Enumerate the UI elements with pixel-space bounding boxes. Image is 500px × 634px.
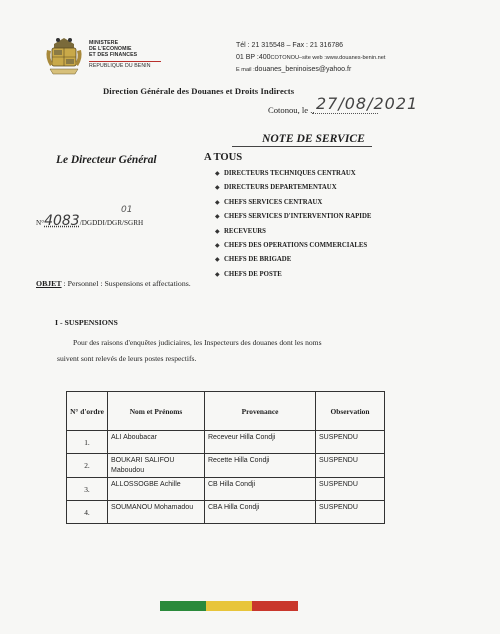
flag-stripe-red: [252, 601, 298, 611]
handwritten-date: 27/08/2021: [316, 94, 419, 113]
column-header: Provenance: [205, 392, 316, 431]
recipient-item: [215, 181, 371, 195]
date-dotted-line: [312, 113, 378, 114]
contact-bp: [236, 52, 385, 64]
body-paragraph: [57, 335, 453, 367]
table-row: [67, 454, 385, 478]
cell-text: CBA Hilla Condji: [208, 504, 260, 512]
diamond-bullet-icon: ◆: [215, 185, 220, 192]
recipient-label: CHEFS DES OPERATIONS COMMERCIALES: [224, 242, 368, 250]
table-cell-observation: [316, 478, 385, 501]
recipient-label: CHEFS DE BRIGADE: [224, 256, 292, 264]
ministry-divider: [89, 61, 161, 62]
cell-text: SUSPENDU: [319, 504, 358, 512]
flag-stripe-yellow: [206, 601, 252, 611]
diamond-bullet-icon: ◆: [215, 243, 220, 250]
contact-phone: Tél : 21 315548 – Fax : 21 316786: [236, 42, 344, 49]
cell-text: ALI Aboubacar: [111, 434, 157, 441]
recipient-label: CHEFS SERVICES CENTRAUX: [224, 198, 323, 206]
recipient-list: [215, 167, 371, 282]
republic-label: REPUBLIQUE DU BENIN: [89, 62, 151, 69]
table-cell-order: 3.: [67, 478, 108, 501]
recipient-item: [215, 239, 371, 253]
cell-text: CB Hilla Condji: [208, 481, 256, 489]
cell-text: SUSPENDU: [319, 457, 358, 464]
table-cell-name: [108, 454, 205, 478]
table-cell-origin: [205, 454, 316, 478]
recipient-item: [215, 196, 371, 210]
table-cell-order: 2.: [67, 454, 108, 478]
section-heading: I - SUSPENSIONS: [55, 318, 118, 327]
diamond-bullet-icon: ◆: [215, 214, 220, 221]
place-date-line: Cotonou, le ..: [268, 105, 315, 115]
table-cell-order: 4.: [67, 501, 108, 524]
table-cell-name: [108, 431, 205, 454]
column-header: Observation: [316, 392, 385, 431]
note-title: NOTE DE SERVICE: [262, 132, 365, 145]
recipient-item: [215, 253, 371, 267]
table-cell-order: 1.: [67, 431, 108, 454]
table-row: [67, 478, 385, 501]
recipient-label: DIRECTEURS DEPARTEMENTAUX: [224, 184, 337, 192]
table-cell-origin: [205, 478, 316, 501]
contact-website: –site web :www.douanes-benin.net: [299, 55, 386, 61]
recipient-item: [215, 210, 371, 224]
recipient-item: [215, 167, 371, 181]
ministry-line: MINISTERE: [89, 40, 119, 46]
paragraph-line: suivent sont relevés de leurs postes respectifs.: [57, 354, 197, 363]
diamond-bullet-icon: ◆: [215, 199, 220, 206]
table-cell-origin: [205, 501, 316, 524]
diamond-bullet-icon: ◆: [215, 271, 220, 278]
recipient-label: CHEFS DE POSTE: [224, 270, 282, 278]
table-row: [67, 501, 385, 524]
contact-bp-city: COTONOU: [270, 55, 300, 61]
recipient-label: RECEVEURS: [224, 227, 266, 235]
diamond-bullet-icon: ◆: [215, 228, 220, 235]
ministry-block: [89, 40, 161, 69]
table-header-row: [67, 392, 385, 431]
recipient-item: [215, 268, 371, 282]
table-row: [67, 431, 385, 454]
suspensions-table: [66, 391, 385, 524]
cell-text: BOUKARI SALIFOU Maboudou: [111, 457, 175, 474]
table-cell-name: [108, 501, 205, 524]
recipient-label: CHEFS SERVICES D'INTERVENTION RAPIDE: [224, 213, 372, 221]
paragraph-line: Pour des raisons d'enquêtes judiciaires, les Inspecteurs des douanes dont les noms: [73, 338, 322, 347]
contact-email: douanes_beninoises@yahoo.fr: [254, 66, 352, 73]
contact-email-line: [236, 64, 385, 76]
cell-text: Receveur Hilla Condji: [208, 434, 276, 441]
subject-text: : Personnel : Suspensions et affectations.: [61, 279, 191, 288]
note-title-underline: [232, 146, 372, 147]
cell-text: ALLOSSOGBE Achille: [111, 481, 181, 489]
coat-of-arms-logo: [44, 36, 84, 78]
ministry-line: DE L'ECONOMIE: [89, 46, 132, 53]
reference-suffix: /DGDDI/DGR/SGRH: [79, 219, 144, 227]
table-cell-origin: [205, 431, 316, 454]
reference-prefix: N°: [36, 219, 45, 227]
diamond-bullet-icon: ◆: [215, 257, 220, 264]
column-header: Nom et Prénoms: [108, 392, 205, 431]
cell-text: SUSPENDU: [319, 434, 358, 441]
contact-email-label: E mail :: [236, 67, 255, 73]
contact-bp-prefix: 01 BP :400: [236, 54, 271, 61]
table-cell-name: [108, 478, 205, 501]
reference-superscript: 01: [121, 205, 133, 215]
column-header: N° d'ordre: [67, 392, 108, 431]
table-cell-observation: [316, 431, 385, 454]
cell-text: Recette Hilla Condji: [208, 457, 270, 464]
flag-stripe-green: [160, 601, 206, 611]
table-cell-observation: [316, 454, 385, 478]
ministry-line: ET DES FINANCES: [89, 52, 138, 59]
cell-text: SUSPENDU: [319, 481, 358, 489]
direction-title: Direction Générale des Douanes et Droits Indirects: [103, 86, 295, 96]
reference-handwritten-number: 4083: [44, 213, 80, 229]
recipient-item: [215, 225, 371, 239]
table-cell-observation: [316, 501, 385, 524]
addressee-heading: A TOUS: [204, 152, 243, 163]
subject-label: OBJET: [36, 279, 62, 288]
contact-block: [236, 40, 385, 76]
reference-number: [36, 213, 143, 229]
diamond-bullet-icon: ◆: [215, 171, 220, 177]
cell-text: SOUMANOU Mohamadou: [111, 504, 194, 512]
signatory-title: Le Directeur Général: [56, 154, 157, 166]
recipient-label: DIRECTEURS TECHNIQUES CENTRAUX: [224, 170, 356, 177]
subject-line: [36, 279, 191, 288]
